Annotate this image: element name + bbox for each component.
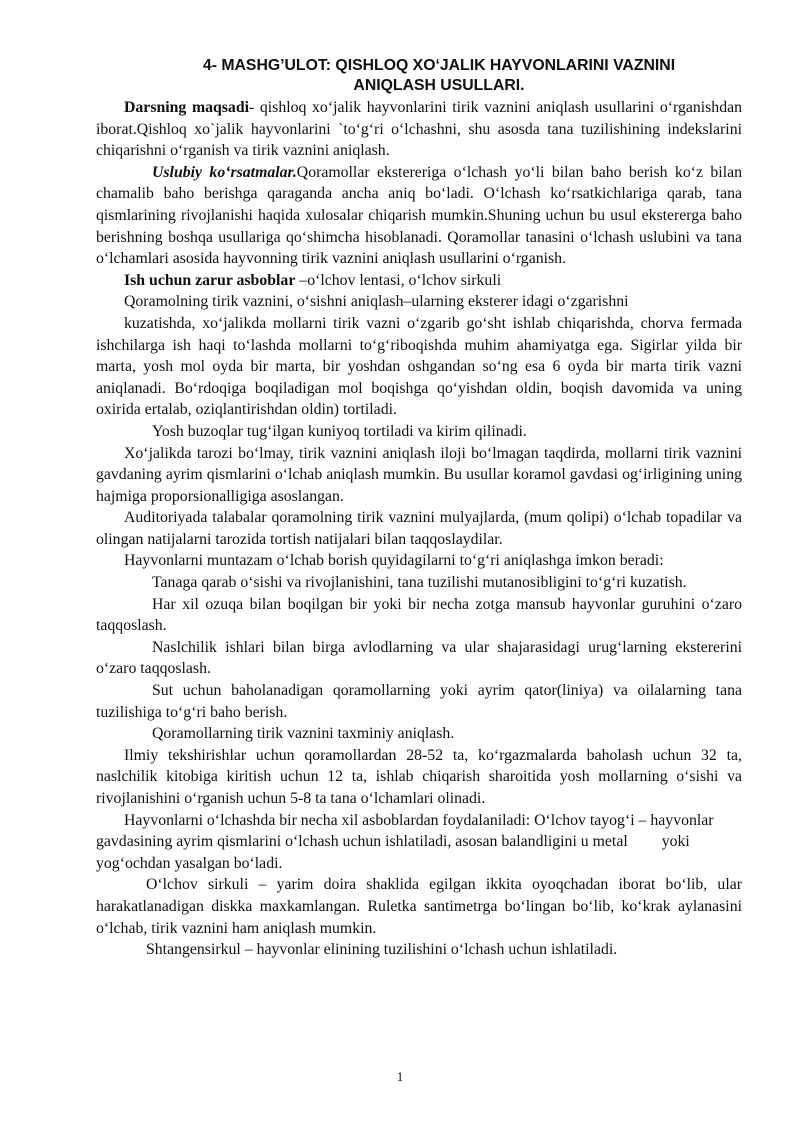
paragraph-6: Hayvonlarni muntazam o‘lchab borish quyidagilarni to‘g‘ri aniqlashga imkon beradi: bbox=[124, 552, 664, 570]
method-paragraph bbox=[96, 162, 742, 270]
paragraph-5: Auditoriyada talabalar qoramolning tirik vaznini mulyajlarda, (mum qolipi) o‘lchab topadilar va olingan natijalarni tarozida tortish natijalari bilan taqqoslaydilar. bbox=[96, 509, 742, 548]
paragraph-8 bbox=[96, 810, 742, 875]
tools-paragraph bbox=[96, 270, 742, 292]
paragraph-3: Yosh buzoqlar tug‘ilgan kuniyoq tortiladi va kirim qilinadi. bbox=[152, 422, 527, 440]
title-line-2: ANIQLASH USULLARI. bbox=[353, 77, 525, 94]
paragraph-1: Qoramolning tirik vaznini, o‘sishni aniqlash–ularning eksterer idagi o‘zgarishni bbox=[124, 293, 629, 311]
list-item: Sut uchun baholanadigan qoramollarning yoki ayrim qator(liniya) va oilalarning tana tuzilishiga to‘g‘ri baho berish. bbox=[96, 682, 742, 721]
paragraph-4: Xo‘jalikda tarozi bo‘lmay, tirik vaznini aniqlash iloji bo‘lmagan taqdirda, mollarni tirik vaznini gavdaning ayrim qismlarini o‘lchab aniqlash mumkin. Bu usullar koramol gavdasi og‘irligining uning hajmiga proporsionalligiga asoslangan. bbox=[96, 444, 742, 505]
page-title bbox=[136, 56, 742, 96]
method-label: Uslubiy ko‘rsatmalar. bbox=[152, 163, 297, 181]
tools-text: –o‘lchov lentasi, o‘lchov sirkuli bbox=[295, 271, 502, 289]
page-number: 1 bbox=[396, 1069, 404, 1084]
tools-label: Ish uchun zarur asboblar bbox=[124, 271, 296, 289]
paragraph-2: kuzatishda, xo‘jalikda mollarni tirik vazni o‘zgarib go‘sht ishlab chiqarishda, chorva fermada ishchilarga ish haqi to‘lashda mollarni to‘g‘riboqishda muhim ahamiyatga ega. Sigirlar yilda bir marta, yosh mol oyda bir marta, bir yoshdan oshgandan so‘ng esa 6 oyda bir marta tirik vazni aniqlanadi. Bo‘rdoqiga boqiladigan mol boqishga qo‘yishdan oldin, boqish davomida va uning oxirida ertalab, oziqlantirishdan oldin) tortiladi. bbox=[96, 314, 742, 419]
paragraph-7: Ilmiy tekshirishlar uchun qoramollardan 28-52 ta, ko‘rgazmalarda baholash uchun 32 ta, naslchilik kitobiga kiritish uchun 12 ta, ishlab chiqarish sharoitida yosh mollarning o‘sishi va rivojlanishini o‘rganish uchun 5-8 ta tana o‘lchamlari olinadi. bbox=[96, 746, 742, 807]
goal-label: Darsning maqsadi bbox=[124, 99, 250, 116]
list-item: Har xil ozuqa bilan boqilgan bir yoki bir necha zotga mansub hayvonlar guruhini o‘zaro taqqoslash. bbox=[96, 595, 742, 635]
list-item: Qoramollarning tirik vaznini taxminiy aniqlash. bbox=[152, 725, 455, 743]
paragraph-8-part-a: Hayvonlarni o‘lchashda bir necha xil asboblardan foydalaniladi: O‘lchov tayog‘i – hayvonlar gavdasining ayrim qismlarini o‘lchash uchun ishlatiladi, asosan balandligini u metal bbox=[96, 811, 714, 851]
list-item: Naslchilik ishlari bilan birga avlodlarning va ular shajarasidagi urug‘larning ekstererini o‘zaro taqqoslash. bbox=[96, 638, 742, 678]
method-text: Qoramollar ekstereriga o‘lchash yo‘li bilan baho berish ko‘z bilan chamalib baho berishga qaraganda ancha aniq bo‘ladi. O‘lchash ko‘rsatkichlariga qarab, tana qismlarining rivojlanishi haqida xulosalar chiqarish mumkin.Shuning uchun bu usul ekstererga baho berishning boshqa usullariga qo‘shimcha hisoblanadi. Qoramollar tanasini o‘lchash uslubini va tana o‘lchamlari asosida hayvonning tirik vaznini aniqlash usullarini o‘rganish. bbox=[96, 163, 742, 268]
title-line-1: 4- MASHG’ULOT: QISHLOQ XO‘JALIK HAYVONLARINI VAZNINI bbox=[202, 57, 676, 74]
paragraph-9: O‘lchov sirkuli – yarim doira shaklida egilgan ikkita oyoqchadan iborat bo‘lib, ular harakatlanadigan diskka maxkamlangan. Ruletka santimetrga bo‘lingan bo‘lib, ko‘krak aylanasini o‘lchab, tirik vaznini ham aniqlash mumkin. bbox=[96, 876, 742, 937]
paragraph-10: Shtangensirkul – hayvonlar elinining tuzilishini o‘lchash uchun ishlatiladi. bbox=[146, 941, 618, 959]
paragraph-8-part-b: yoki yog‘ochdan yasalgan bo‘ladi. bbox=[96, 833, 690, 872]
document-page bbox=[96, 56, 742, 961]
goal-paragraph bbox=[96, 97, 742, 162]
list-item: Tanaga qarab o‘sishi va rivojlanishini, tana tuzilishi mutanosibligini to‘g‘ri kuzatish. bbox=[152, 574, 687, 592]
goal-text: - qishloq xo‘jalik hayvonlarini tirik vaznini aniqlash usullarini o‘rganishdan iborat.Qishloq xo`jalik hayvonlarini `to‘g‘ri o‘lchashni, shu asosda tana tuzilishining indekslarini chiqarishni o‘rganish va tirik vaznini aniqlash. bbox=[96, 99, 743, 160]
